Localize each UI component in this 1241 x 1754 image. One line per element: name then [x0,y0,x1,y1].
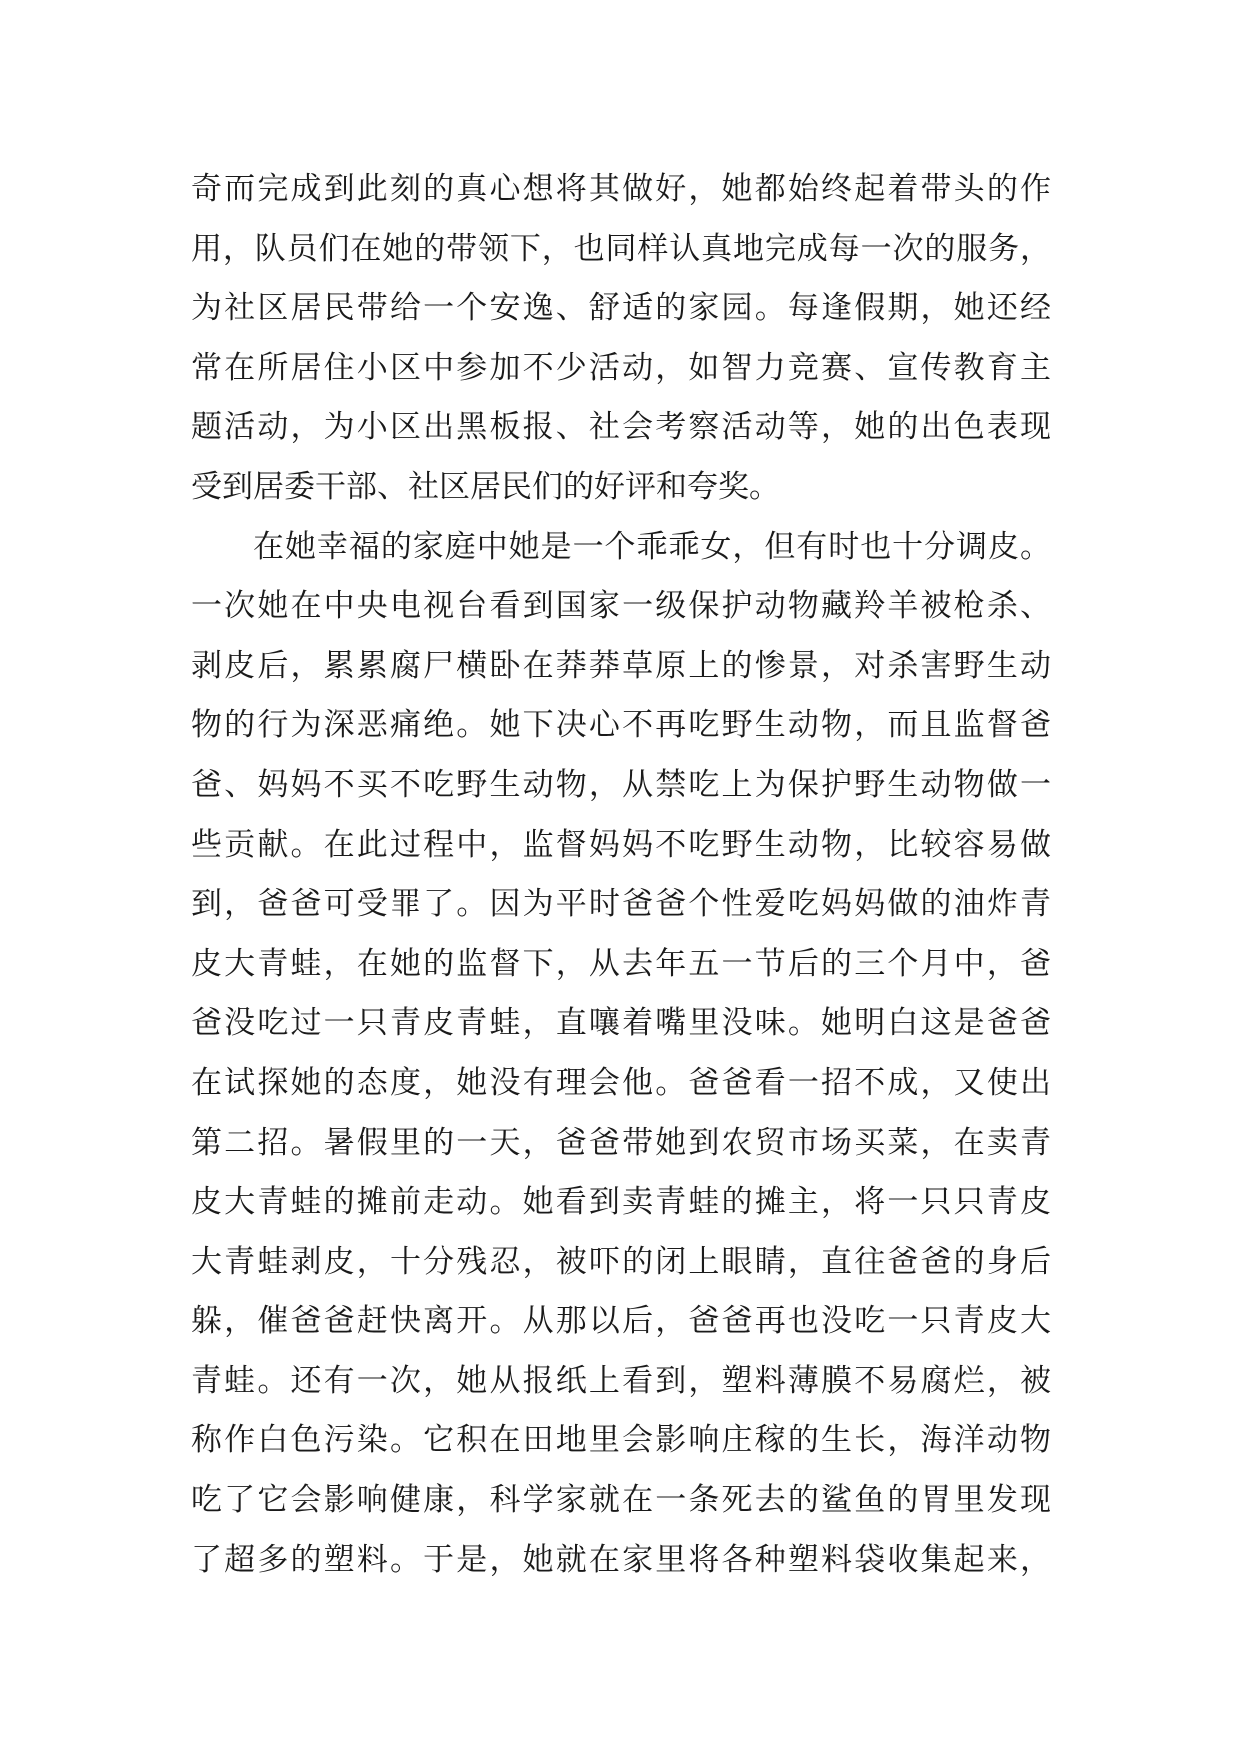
text-line: 物的行为深恶痛绝。她下决心不再吃野生动物，而且监督爸 [191,707,1051,744]
text-line: 题活动，为小区出黑板报、社会考察活动等，她的出色表现 [191,409,1051,446]
text-line: 奇而完成到此刻的真心想将其做好，她都始终起着带头的作 [191,171,1051,207]
text-line: 爸、妈妈不买不吃野生动物，从禁吃上为保护野生动物做一 [191,766,1051,803]
text-line: 一次她在中央电视台看到国家一级保护动物藏羚羊被枪杀、 [191,588,1051,625]
text-line: 吃了它会影响健康，科学家就在一条死去的鲨鱼的胃里发现 [191,1482,1051,1519]
text-line: 到，爸爸可受罪了。因为平时爸爸个性爱吃妈妈做的油炸青 [191,886,1051,923]
text-line: 了超多的塑料。于是，她就在家里将各种塑料袋收集起来， [191,1541,1051,1578]
text-line: 爸没吃过一只青皮青蛙，直嚷着嘴里没味。她明白这是爸爸 [191,1005,1051,1042]
text-line: 皮大青蛙的摊前走动。她看到卖青蛙的摊主，将一只只青皮 [191,1184,1051,1221]
text-line: 在试探她的态度，她没有理会他。爸爸看一招不成，又使出 [191,1064,1051,1101]
text-line: 称作白色污染。它积在田地里会影响庄稼的生长，海洋动物 [191,1422,1051,1459]
text-line: 躲，催爸爸赶快离开。从那以后，爸爸再也没吃一只青皮大 [191,1303,1051,1340]
text-line: 常在所居住小区中参加不少活动，如智力竞赛、宣传教育主 [191,349,1051,386]
text-line: 在她幸福的家庭中她是一个乖乖女，但有时也十分调皮。 [253,528,1051,565]
text-line: 为社区居民带给一个安逸、舒适的家园。每逢假期，她还经 [191,290,1051,327]
body-text [191,160,1051,1590]
text-line: 青蛙。还有一次，她从报纸上看到，塑料薄膜不易腐烂，被 [191,1362,1051,1399]
text-line: 皮大青蛙，在她的监督下，从去年五一节后的三个月中，爸 [191,945,1051,982]
paragraph-1 [191,160,1051,518]
text-line: 剥皮后，累累腐尸横卧在莽莽草原上的惨景，对杀害野生动 [191,647,1051,684]
text-line: 用，队员们在她的带领下，也同样认真地完成每一次的服务， [191,230,1051,267]
text-line: 受到居委干部、社区居民们的好评和夸奖。 [191,468,780,505]
text-line: 大青蛙剥皮，十分残忍，被吓的闭上眼睛，直往爸爸的身后 [191,1243,1051,1280]
paragraph-2 [191,518,1051,1591]
text-line: 第二招。暑假里的一天，爸爸带她到农贸市场买菜，在卖青 [191,1124,1051,1161]
text-line: 些贡献。在此过程中，监督妈妈不吃野生动物，比较容易做 [191,826,1051,863]
